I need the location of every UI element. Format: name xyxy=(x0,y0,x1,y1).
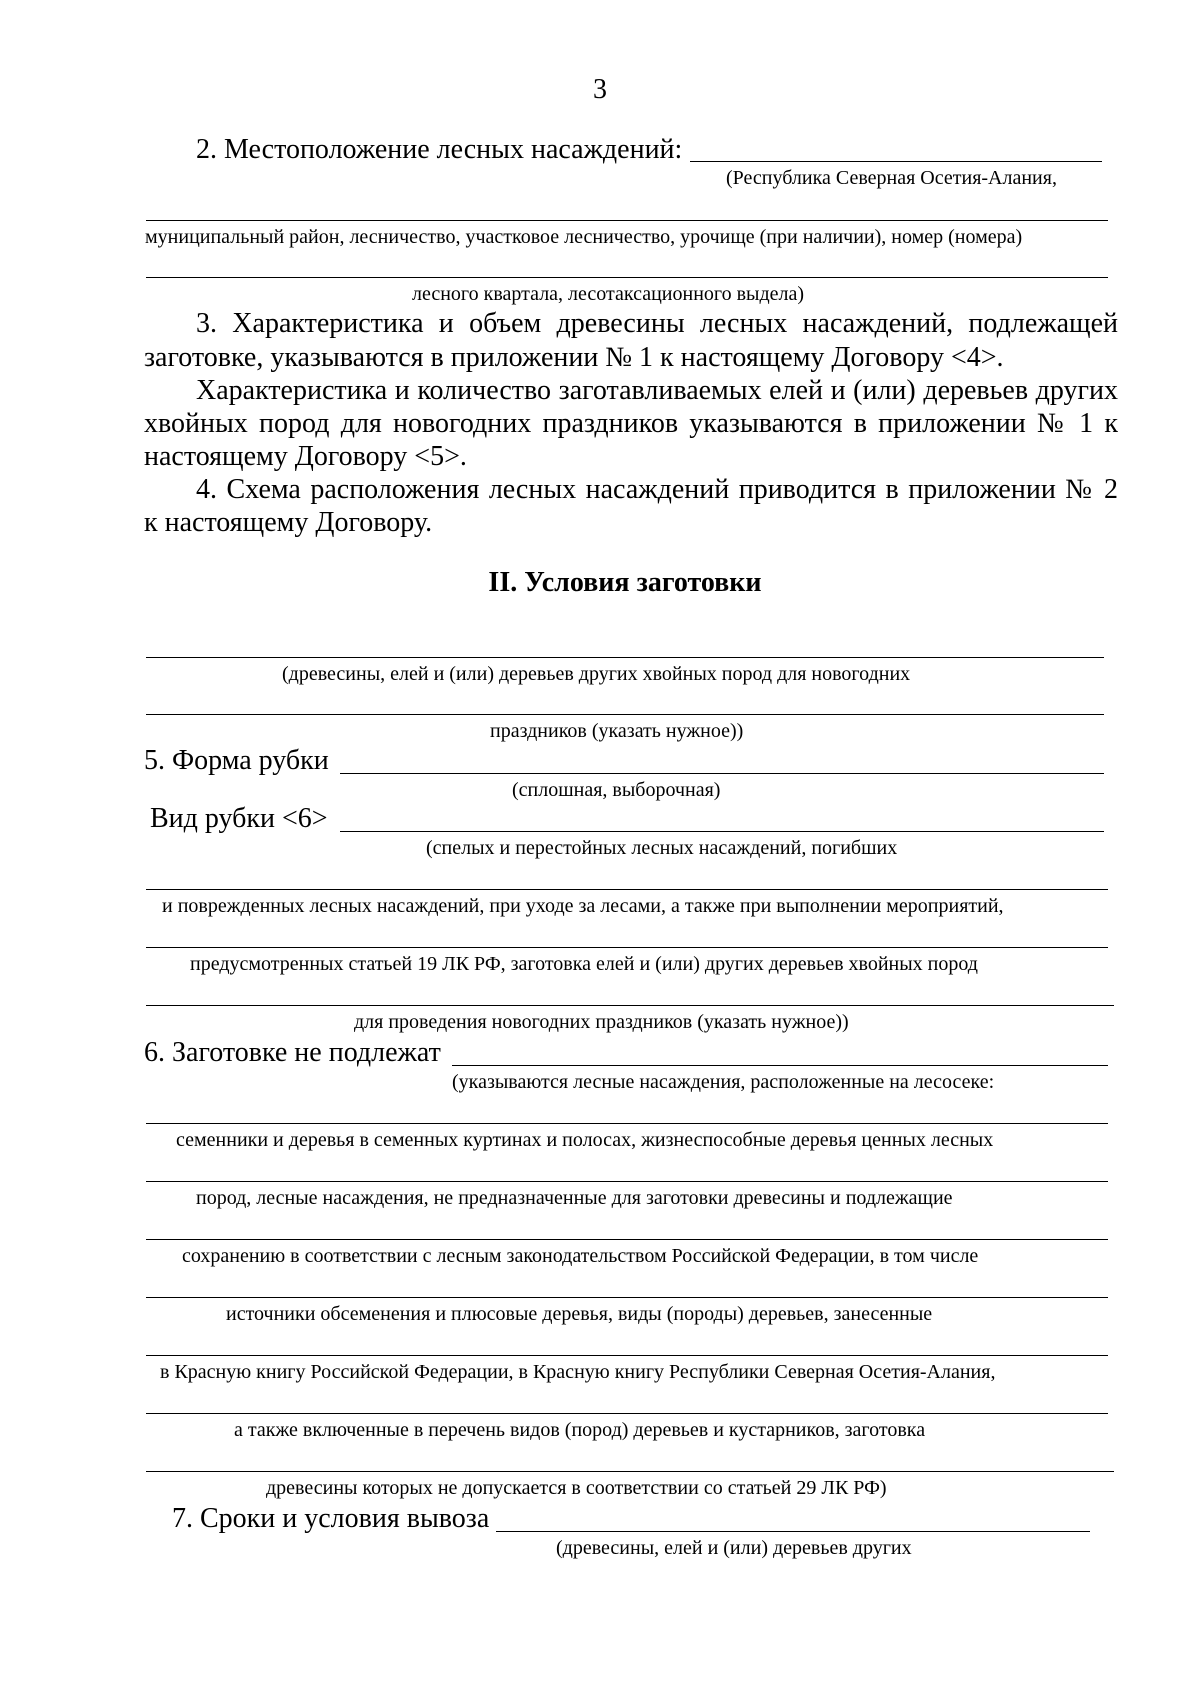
sec3-p1-line2: заготовке, указываются в приложении № 1 к настоящему Договору <4>. xyxy=(144,342,1004,373)
vid-fill-line-1 xyxy=(340,831,1104,832)
sec3-p2-line2: хвойных пород для новогодних праздников указываются в приложении № 1 к xyxy=(144,408,1118,439)
sec6-fill-line-7 xyxy=(146,1413,1108,1414)
sec6-hint-5: источники обсеменения и плюсовые деревья, виды (породы) деревьев, занесенные xyxy=(226,1303,933,1325)
sec2-hint-1: (Республика Северная Осетия-Алания, xyxy=(726,167,1057,189)
vid-hint-4: для проведения новогодних праздников (указать нужное)) xyxy=(354,1011,849,1033)
sec2-fill-line-1 xyxy=(690,161,1102,162)
section-title: II. Условия заготовки xyxy=(488,567,762,598)
sec6-hint-6: в Красную книгу Российской Федерации, в Красную книгу Республики Северная Осетия-Алания, xyxy=(160,1361,996,1383)
sec6-fill-line-1 xyxy=(452,1065,1108,1066)
sec5-label: 5. Форма рубки xyxy=(144,745,329,776)
sec4-line2: к настоящему Договору. xyxy=(144,507,433,538)
sec5-fill-line xyxy=(340,773,1104,774)
sec6-fill-line-5 xyxy=(146,1297,1108,1298)
sec6-label: 6. Заготовке не подлежат xyxy=(144,1037,441,1068)
sec6-hint-4: сохранению в соответствии с лесным законодательством Российской Федерации, в том числе xyxy=(182,1245,979,1267)
sec6-hint-1: (указываются лесные насаждения, расположенные на лесосеке: xyxy=(452,1071,995,1093)
sec6-hint-3: пород, лесные насаждения, не предназначенные для заготовки древесины и подлежащие xyxy=(196,1187,953,1209)
sec3-p1-line1: 3. Характеристика и объем древесины лесных насаждений, подлежащей xyxy=(196,308,1118,339)
sec6-fill-line-8 xyxy=(146,1471,1114,1472)
sec6-fill-line-4 xyxy=(146,1239,1108,1240)
header-fill-line-1 xyxy=(146,657,1104,658)
vid-label: Вид рубки <6> xyxy=(150,803,328,834)
sec7-label: 7. Сроки и условия вывоза xyxy=(172,1503,490,1534)
vid-hint-3: предусмотренных статьей 19 ЛК РФ, заготовка елей и (или) других деревьев хвойных пород xyxy=(190,953,978,975)
sec6-hint-7: а также включенные в перечень видов (пород) деревьев и кустарников, заготовка xyxy=(234,1419,926,1441)
header-hint-1: (древесины, елей и (или) деревьев других хвойных пород для новогодних xyxy=(282,663,911,685)
sec4-line1: 4. Схема расположения лесных насаждений приводится в приложении № 2 xyxy=(196,474,1118,505)
sec7-hint: (древесины, елей и (или) деревьев других xyxy=(556,1537,912,1559)
sec3-p2-line3: настоящему Договору <5>. xyxy=(144,441,467,472)
vid-hint-2: и поврежденных лесных насаждений, при уходе за лесами, а также при выполнении мероприятий, xyxy=(162,895,1004,917)
sec5-hint: (сплошная, выборочная) xyxy=(512,779,721,801)
sec6-fill-line-6 xyxy=(146,1355,1108,1356)
sec6-fill-line-3 xyxy=(146,1181,1108,1182)
header-hint-2: праздников (указать нужное)) xyxy=(490,720,744,742)
sec2-label: 2. Местоположение лесных насаждений: xyxy=(196,134,683,165)
sec2-fill-line-2 xyxy=(146,220,1108,221)
sec2-hint-2: муниципальный район, лесничество, участковое лесничество, урочище (при наличии), номер (номера) xyxy=(145,226,1023,248)
sec6-hint-2: семенники и деревья в семенных куртинах и полосах, жизнеспособные деревья ценных лесных xyxy=(176,1129,994,1151)
sec2-hint-3: лесного квартала, лесотаксационного выдела) xyxy=(412,283,805,305)
vid-fill-line-4 xyxy=(146,1005,1114,1006)
sec6-hint-8: древесины которых не допускается в соответствии со статьей 29 ЛК РФ) xyxy=(266,1477,887,1499)
vid-fill-line-3 xyxy=(146,947,1108,948)
sec2-fill-line-3 xyxy=(146,277,1108,278)
sec3-p2-line1: Характеристика и количество заготавливаемых елей и (или) деревьев других xyxy=(196,375,1118,406)
page-number: 3 xyxy=(593,74,607,105)
sec7-fill-line xyxy=(496,1531,1090,1532)
header-fill-line-2 xyxy=(146,714,1104,715)
sec6-fill-line-2 xyxy=(146,1123,1108,1124)
vid-hint-1: (спелых и перестойных лесных насаждений, погибших xyxy=(426,837,898,859)
vid-fill-line-2 xyxy=(146,889,1108,890)
